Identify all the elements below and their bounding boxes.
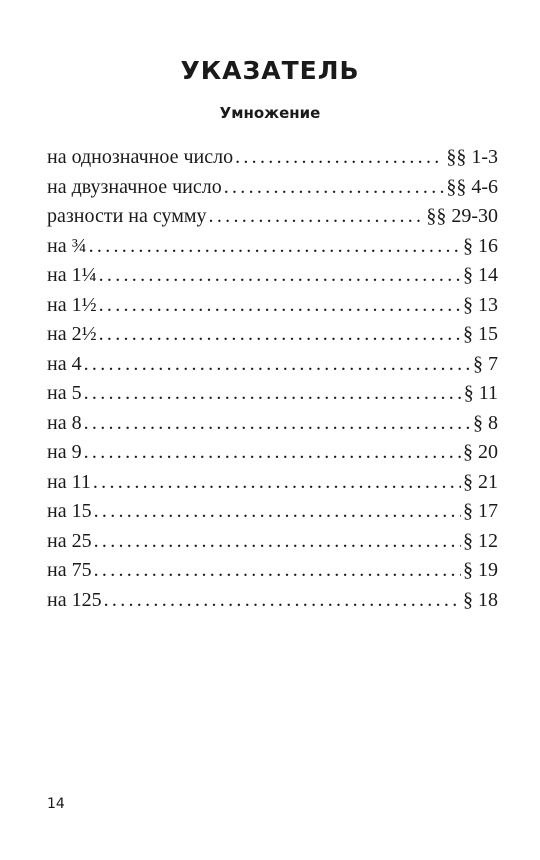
index-entry-label: на ¾ <box>47 234 87 257</box>
index-entry-ref: §§ 1-3 <box>446 146 498 168</box>
index-entry-label: на 9 <box>47 441 82 463</box>
index-entry-label: на 15 <box>47 500 92 522</box>
index-entry <box>47 323 498 353</box>
index-entry-label: на 2½ <box>47 323 97 345</box>
index-entry-label: разности на сумму <box>47 205 207 227</box>
index-entry-ref: § 7 <box>473 352 498 375</box>
index-entry <box>47 589 498 619</box>
section-heading: Умножение <box>219 104 321 122</box>
index-entry-ref: § 11 <box>463 382 498 404</box>
index-entry-ref: §§ 29-30 <box>426 205 498 227</box>
index-entry-ref: § 19 <box>463 559 498 581</box>
index-entry-ref: § 18 <box>463 588 498 611</box>
index-entry-label: на 8 <box>47 411 82 434</box>
index-entry <box>47 530 498 560</box>
dot-leader <box>94 500 461 523</box>
index-entry <box>47 176 498 206</box>
index-entry-label: на однозначное число <box>47 146 234 168</box>
index-entry <box>47 559 498 589</box>
dot-leader <box>94 559 461 582</box>
index-entry-label: на 1½ <box>47 293 97 316</box>
dot-leader <box>224 176 445 199</box>
index-entry-ref: § 13 <box>463 293 498 316</box>
index-entry <box>47 500 498 530</box>
index-entry <box>47 264 498 294</box>
index-entry <box>47 235 498 265</box>
index-entry <box>47 471 498 501</box>
index-entry-ref: §§ 4-6 <box>446 175 498 198</box>
index-entry-label: на 25 <box>47 529 92 552</box>
page-title: УКАЗАТЕЛЬ <box>180 56 360 85</box>
index-entry-label: на 1¼ <box>47 264 97 286</box>
dot-leader <box>104 589 461 612</box>
index-entry-label: на 75 <box>47 559 92 581</box>
index-entry <box>47 205 498 235</box>
index-entry <box>47 146 498 176</box>
dot-leader <box>99 294 461 317</box>
index-entry-label: на 4 <box>47 352 82 375</box>
index-entry-ref: § 17 <box>463 500 498 522</box>
index-entry <box>47 382 498 412</box>
index-entry <box>47 441 498 471</box>
page-number: 14 <box>47 796 65 812</box>
dot-leader <box>94 530 461 553</box>
dot-leader <box>99 264 461 287</box>
index-entry-ref: § 20 <box>463 441 498 463</box>
dot-leader <box>209 205 425 228</box>
dot-leader <box>89 235 461 258</box>
index-list <box>47 146 498 618</box>
index-entry <box>47 353 498 383</box>
index-entry-ref: § 21 <box>463 470 498 493</box>
dot-leader <box>84 382 462 405</box>
index-entry-ref: § 12 <box>463 529 498 552</box>
index-entry-label: на 11 <box>47 470 91 493</box>
dot-leader <box>235 146 444 169</box>
index-entry-ref: § 15 <box>463 323 498 345</box>
index-entry-ref: § 16 <box>463 234 498 257</box>
index-entry-label: на двузначное число <box>47 175 222 198</box>
index-entry-ref: § 8 <box>473 411 498 434</box>
index-entry <box>47 294 498 324</box>
dot-leader <box>84 353 471 376</box>
index-entry <box>47 412 498 442</box>
dot-leader <box>84 412 471 435</box>
index-entry-label: на 5 <box>47 382 82 404</box>
dot-leader <box>99 323 461 346</box>
index-entry-label: на 125 <box>47 588 102 611</box>
dot-leader <box>93 471 461 494</box>
dot-leader <box>84 441 461 464</box>
index-entry-ref: § 14 <box>463 264 498 286</box>
